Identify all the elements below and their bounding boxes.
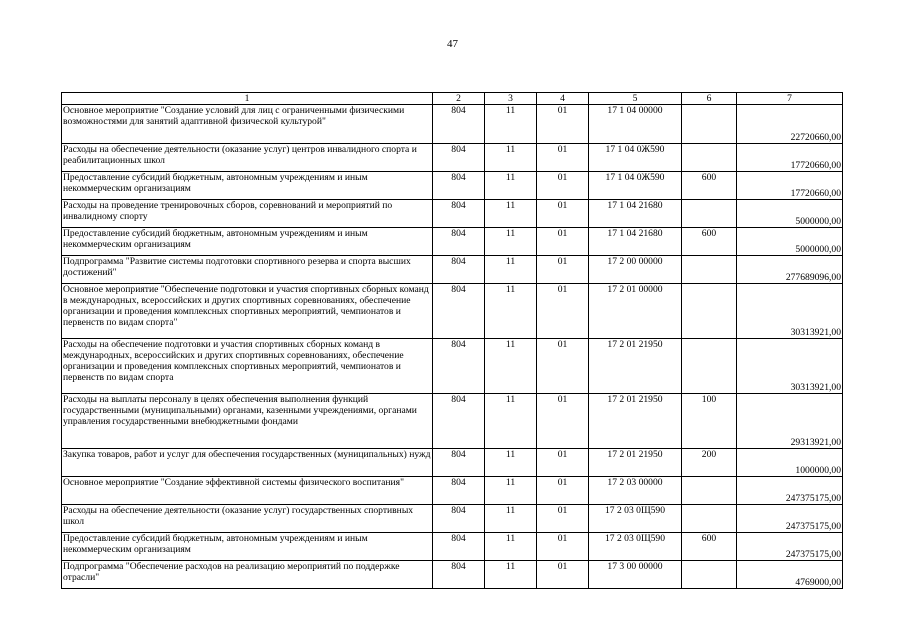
ministry-code-cell: 804	[433, 477, 485, 505]
table-row	[62, 228, 843, 256]
subsection-code-cell: 01	[537, 339, 589, 394]
amount-cell: 277689096,00	[737, 256, 843, 284]
amount-cell: 29313921,00	[737, 394, 843, 449]
row-name-cell: Расходы на обеспечение деятельности (оказание услуг) государственных спортивных школ	[62, 505, 433, 533]
target-article-cell: 17 3 00 00000	[589, 561, 682, 589]
amount-cell: 247375175,00	[737, 505, 843, 533]
table-row	[62, 144, 843, 172]
target-article-cell: 17 2 03 00000	[589, 477, 682, 505]
row-name-cell: Предоставление субсидий бюджетным, автономным учреждениям и иным некоммерческим организациям	[62, 172, 433, 200]
target-article-cell: 17 2 01 00000	[589, 284, 682, 339]
target-article-cell: 17 1 04 21680	[589, 200, 682, 228]
ministry-code-cell: 804	[433, 533, 485, 561]
subsection-code-cell: 01	[537, 144, 589, 172]
section-code-cell: 11	[485, 284, 537, 339]
row-name-cell: Основное мероприятие "Обеспечение подготовки и участия спортивных сборных команд в международных, всероссийских и других спортивных соревнованиях, обеспечение организации и проведения комплексных спортивных мероприятий, чемпионатов и первенств по видам спорта"	[62, 284, 433, 339]
section-code-cell: 11	[485, 228, 537, 256]
table-row	[62, 172, 843, 200]
table-row	[62, 200, 843, 228]
row-name-cell: Расходы на обеспечение деятельности (оказание услуг) центров инвалидного спорта и реабилитационных школ	[62, 144, 433, 172]
table-row	[62, 561, 843, 589]
section-code-cell: 11	[485, 561, 537, 589]
expense-type-cell: 600	[682, 228, 737, 256]
ministry-code-cell: 804	[433, 200, 485, 228]
amount-cell: 30313921,00	[737, 339, 843, 394]
ministry-code-cell: 804	[433, 172, 485, 200]
row-name-cell: Расходы на проведение тренировочных сборов, соревнований и мероприятий по инвалидному спорту	[62, 200, 433, 228]
subsection-code-cell: 01	[537, 105, 589, 144]
subsection-code-cell: 01	[537, 228, 589, 256]
section-code-cell: 11	[485, 505, 537, 533]
amount-cell: 22720660,00	[737, 105, 843, 144]
subsection-code-cell: 01	[537, 561, 589, 589]
column-header: 2	[433, 93, 485, 105]
subsection-code-cell: 01	[537, 256, 589, 284]
amount-cell: 5000000,00	[737, 200, 843, 228]
column-header: 1	[62, 93, 433, 105]
table-row	[62, 105, 843, 144]
table-row	[62, 256, 843, 284]
subsection-code-cell: 01	[537, 200, 589, 228]
ministry-code-cell: 804	[433, 105, 485, 144]
target-article-cell: 17 2 00 00000	[589, 256, 682, 284]
ministry-code-cell: 804	[433, 561, 485, 589]
amount-cell: 30313921,00	[737, 284, 843, 339]
row-name-cell: Предоставление субсидий бюджетным, автономным учреждениям и иным некоммерческим организациям	[62, 533, 433, 561]
expense-type-cell	[682, 105, 737, 144]
row-name-cell: Расходы на выплаты персоналу в целях обеспечения выполнения функций государственными (муниципальными) органами, казенными учреждениями, органами управления государственными внебюджетными фондами	[62, 394, 433, 449]
expense-type-cell	[682, 561, 737, 589]
expense-type-cell	[682, 477, 737, 505]
row-name-cell: Основное мероприятие "Создание условий для лиц с ограниченными физическими возможностями для занятий адаптивной физической культурой"	[62, 105, 433, 144]
column-header: 3	[485, 93, 537, 105]
expense-type-cell	[682, 505, 737, 533]
amount-cell: 4769000,00	[737, 561, 843, 589]
section-code-cell: 11	[485, 449, 537, 477]
table-row	[62, 505, 843, 533]
amount-cell: 1000000,00	[737, 449, 843, 477]
amount-cell: 17720660,00	[737, 172, 843, 200]
ministry-code-cell: 804	[433, 505, 485, 533]
section-code-cell: 11	[485, 105, 537, 144]
target-article-cell: 17 2 03 0Щ590	[589, 505, 682, 533]
ministry-code-cell: 804	[433, 449, 485, 477]
ministry-code-cell: 804	[433, 284, 485, 339]
ministry-code-cell: 804	[433, 394, 485, 449]
row-name-cell: Расходы на обеспечение подготовки и участия спортивных сборных команд в международных, всероссийских и других спортивных соревнованиях, обеспечение организации и проведения комплексных спортивных мероприятий, чемпионатов и первенств по видам спорта	[62, 339, 433, 394]
column-header: 5	[589, 93, 682, 105]
expense-type-cell	[682, 144, 737, 172]
section-code-cell: 11	[485, 256, 537, 284]
column-header: 4	[537, 93, 589, 105]
table-row	[62, 449, 843, 477]
amount-cell: 5000000,00	[737, 228, 843, 256]
row-name-cell: Основное мероприятие "Создание эффективной системы физического воспитания"	[62, 477, 433, 505]
subsection-code-cell: 01	[537, 533, 589, 561]
amount-cell: 17720660,00	[737, 144, 843, 172]
amount-cell: 247375175,00	[737, 533, 843, 561]
target-article-cell: 17 1 04 0Ж590	[589, 172, 682, 200]
row-name-cell: Предоставление субсидий бюджетным, автономным учреждениям и иным некоммерческим организациям	[62, 228, 433, 256]
table-row	[62, 533, 843, 561]
section-code-cell: 11	[485, 144, 537, 172]
target-article-cell: 17 2 01 21950	[589, 339, 682, 394]
subsection-code-cell: 01	[537, 394, 589, 449]
subsection-code-cell: 01	[537, 505, 589, 533]
expense-type-cell	[682, 200, 737, 228]
section-code-cell: 11	[485, 200, 537, 228]
expense-type-cell	[682, 339, 737, 394]
ministry-code-cell: 804	[433, 256, 485, 284]
expense-type-cell	[682, 284, 737, 339]
target-article-cell: 17 1 04 00000	[589, 105, 682, 144]
expense-type-cell: 200	[682, 449, 737, 477]
expense-type-cell: 100	[682, 394, 737, 449]
table-row	[62, 284, 843, 339]
ministry-code-cell: 804	[433, 228, 485, 256]
row-name-cell: Закупка товаров, работ и услуг для обеспечения государственных (муниципальных) нужд	[62, 449, 433, 477]
subsection-code-cell: 01	[537, 477, 589, 505]
subsection-code-cell: 01	[537, 172, 589, 200]
expense-type-cell	[682, 256, 737, 284]
expense-type-cell: 600	[682, 172, 737, 200]
amount-cell: 247375175,00	[737, 477, 843, 505]
row-name-cell: Подпрограмма "Обеспечение расходов на реализацию мероприятий по поддержке отрасли"	[62, 561, 433, 589]
section-code-cell: 11	[485, 339, 537, 394]
target-article-cell: 17 2 01 21950	[589, 394, 682, 449]
expense-type-cell: 600	[682, 533, 737, 561]
column-header: 6	[682, 93, 737, 105]
page-number: 47	[447, 38, 458, 50]
section-code-cell: 11	[485, 477, 537, 505]
target-article-cell: 17 2 01 21950	[589, 449, 682, 477]
subsection-code-cell: 01	[537, 284, 589, 339]
table-row	[62, 394, 843, 449]
section-code-cell: 11	[485, 394, 537, 449]
section-code-cell: 11	[485, 533, 537, 561]
table-row	[62, 339, 843, 394]
target-article-cell: 17 1 04 21680	[589, 228, 682, 256]
table-row	[62, 477, 843, 505]
column-header: 7	[737, 93, 843, 105]
row-name-cell: Подпрограмма "Развитие системы подготовки спортивного резерва и спорта высших достижений"	[62, 256, 433, 284]
budget-table	[61, 92, 843, 589]
subsection-code-cell: 01	[537, 449, 589, 477]
target-article-cell: 17 2 03 0Щ590	[589, 533, 682, 561]
section-code-cell: 11	[485, 172, 537, 200]
ministry-code-cell: 804	[433, 144, 485, 172]
header-row	[62, 93, 843, 105]
target-article-cell: 17 1 04 0Ж590	[589, 144, 682, 172]
ministry-code-cell: 804	[433, 339, 485, 394]
